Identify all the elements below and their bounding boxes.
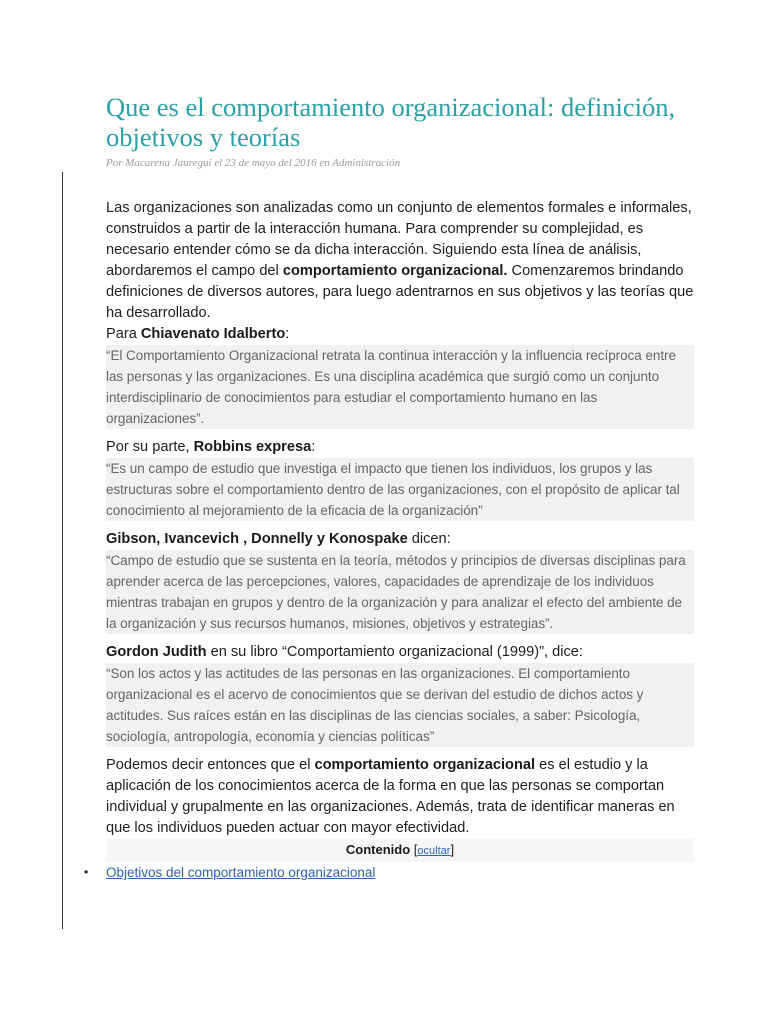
toc-bracket-open: [ bbox=[413, 842, 418, 857]
definition-author: Robbins expresa bbox=[193, 439, 312, 455]
definition-intro-chiavenato bbox=[106, 324, 694, 345]
left-margin-rule bbox=[62, 172, 63, 929]
definition-suffix: : bbox=[285, 326, 290, 342]
intro-bold-term: comportamiento organizacional. bbox=[282, 263, 508, 279]
definition-author: Gibson, Ivancevich , Donnelly y Konospake bbox=[106, 531, 408, 547]
definition-suffix: en su libro “Comportamiento organizacional (1999)”, dice: bbox=[206, 644, 583, 660]
conclusion-text-2: es el estudio y la aplicación de los conocimientos acerca de la forma en que las personas se comportan individual y grupalmente en las organizaciones. Además, trata de identificar maneras en que los individuos pueden actuar con mayor efectividad. bbox=[106, 757, 675, 836]
definition-prefix: Para bbox=[106, 326, 141, 342]
definition-suffix: : bbox=[311, 439, 316, 455]
definition-intro-robbins bbox=[106, 437, 694, 458]
definition-author: Chiavenato Idalberto bbox=[140, 326, 286, 342]
quote-gordon: “Son los actos y las actitudes de las personas en las organizaciones. El comportamiento organizacional es el acervo de conocimientos que se derivan del estudio de dichos actos y actitudes. Sus raíces están en las disciplinas de las ciencias sociales, a saber: Psicología, sociología, antropología, economía y ciencias políticas” bbox=[106, 663, 694, 747]
article bbox=[84, 92, 694, 883]
toc-toggle-link[interactable]: ocultar bbox=[417, 845, 451, 857]
intro-text-1: Las organizaciones son analizadas como un conjunto de elementos formales e informales, construidos a partir de la interacción humana. Para comprender su complejidad, es necesario entender cómo se da dicha interacción. Siguiendo esta línea de análisis, abordaremos el campo del bbox=[106, 200, 692, 279]
definition-intro-gibson bbox=[106, 529, 694, 550]
toc-item bbox=[84, 862, 694, 883]
conclusion-bold-term: comportamiento organizacional bbox=[314, 757, 536, 773]
definition-intro-gordon bbox=[106, 642, 694, 663]
toc-item-link[interactable]: Objetivos del comportamiento organizacional bbox=[106, 865, 376, 880]
toc-bullet: • bbox=[84, 865, 89, 879]
definition-author: Gordon Judith bbox=[106, 644, 207, 660]
quote-gibson: “Campo de estudio que se sustenta en la teoría, métodos y principios de diversas disciplinas para aprender acerca de las percepciones, valores, capacidades de aprendizaje de los individuos mientras trabajan en grupos y dentro de la organización y para analizar el efecto del ambiente de la organización y sus recursos humanos, misiones, objetivos y estrategias”. bbox=[106, 550, 694, 634]
toc-header bbox=[106, 839, 694, 862]
article-title: Que es el comportamiento organizacional: definición, objetivos y teorías bbox=[106, 92, 676, 152]
toc-bracket-close: ] bbox=[450, 842, 455, 857]
definition-prefix: Por su parte, bbox=[106, 439, 194, 455]
definition-suffix: dicen: bbox=[407, 531, 451, 547]
article-byline: Por Macarena Jauregui el 23 de mayo del 2016 en Administración bbox=[106, 157, 401, 169]
toc-list bbox=[84, 862, 694, 883]
intro-paragraph bbox=[106, 198, 694, 324]
quote-robbins: “Es un campo de estudio que investiga el impacto que tienen los individuos, los grupos y las estructuras sobre el comportamiento dentro de las organizaciones, con el propósito de aplicar tal conocimiento al mejoramiento de la eficacia de la organización” bbox=[106, 458, 694, 521]
conclusion-paragraph bbox=[106, 755, 694, 839]
intro-text-2: Comenzaremos brindando definiciones de diversos autores, para luego adentrarnos en sus objetivos y las teorías que ha desarrollado. bbox=[106, 263, 694, 321]
conclusion-text-1: Podemos decir entonces que el bbox=[106, 757, 315, 773]
toc-title: Contenido bbox=[345, 842, 411, 857]
quote-chiavenato: “El Comportamiento Organizacional retrata la continua interacción y la influencia recíproca entre las personas y las organizaciones. Es una disciplina académica que surgió como un conjunto interdisciplinario de conocimientos para estudiar el comportamiento humano en las organizaciones”. bbox=[106, 345, 694, 429]
